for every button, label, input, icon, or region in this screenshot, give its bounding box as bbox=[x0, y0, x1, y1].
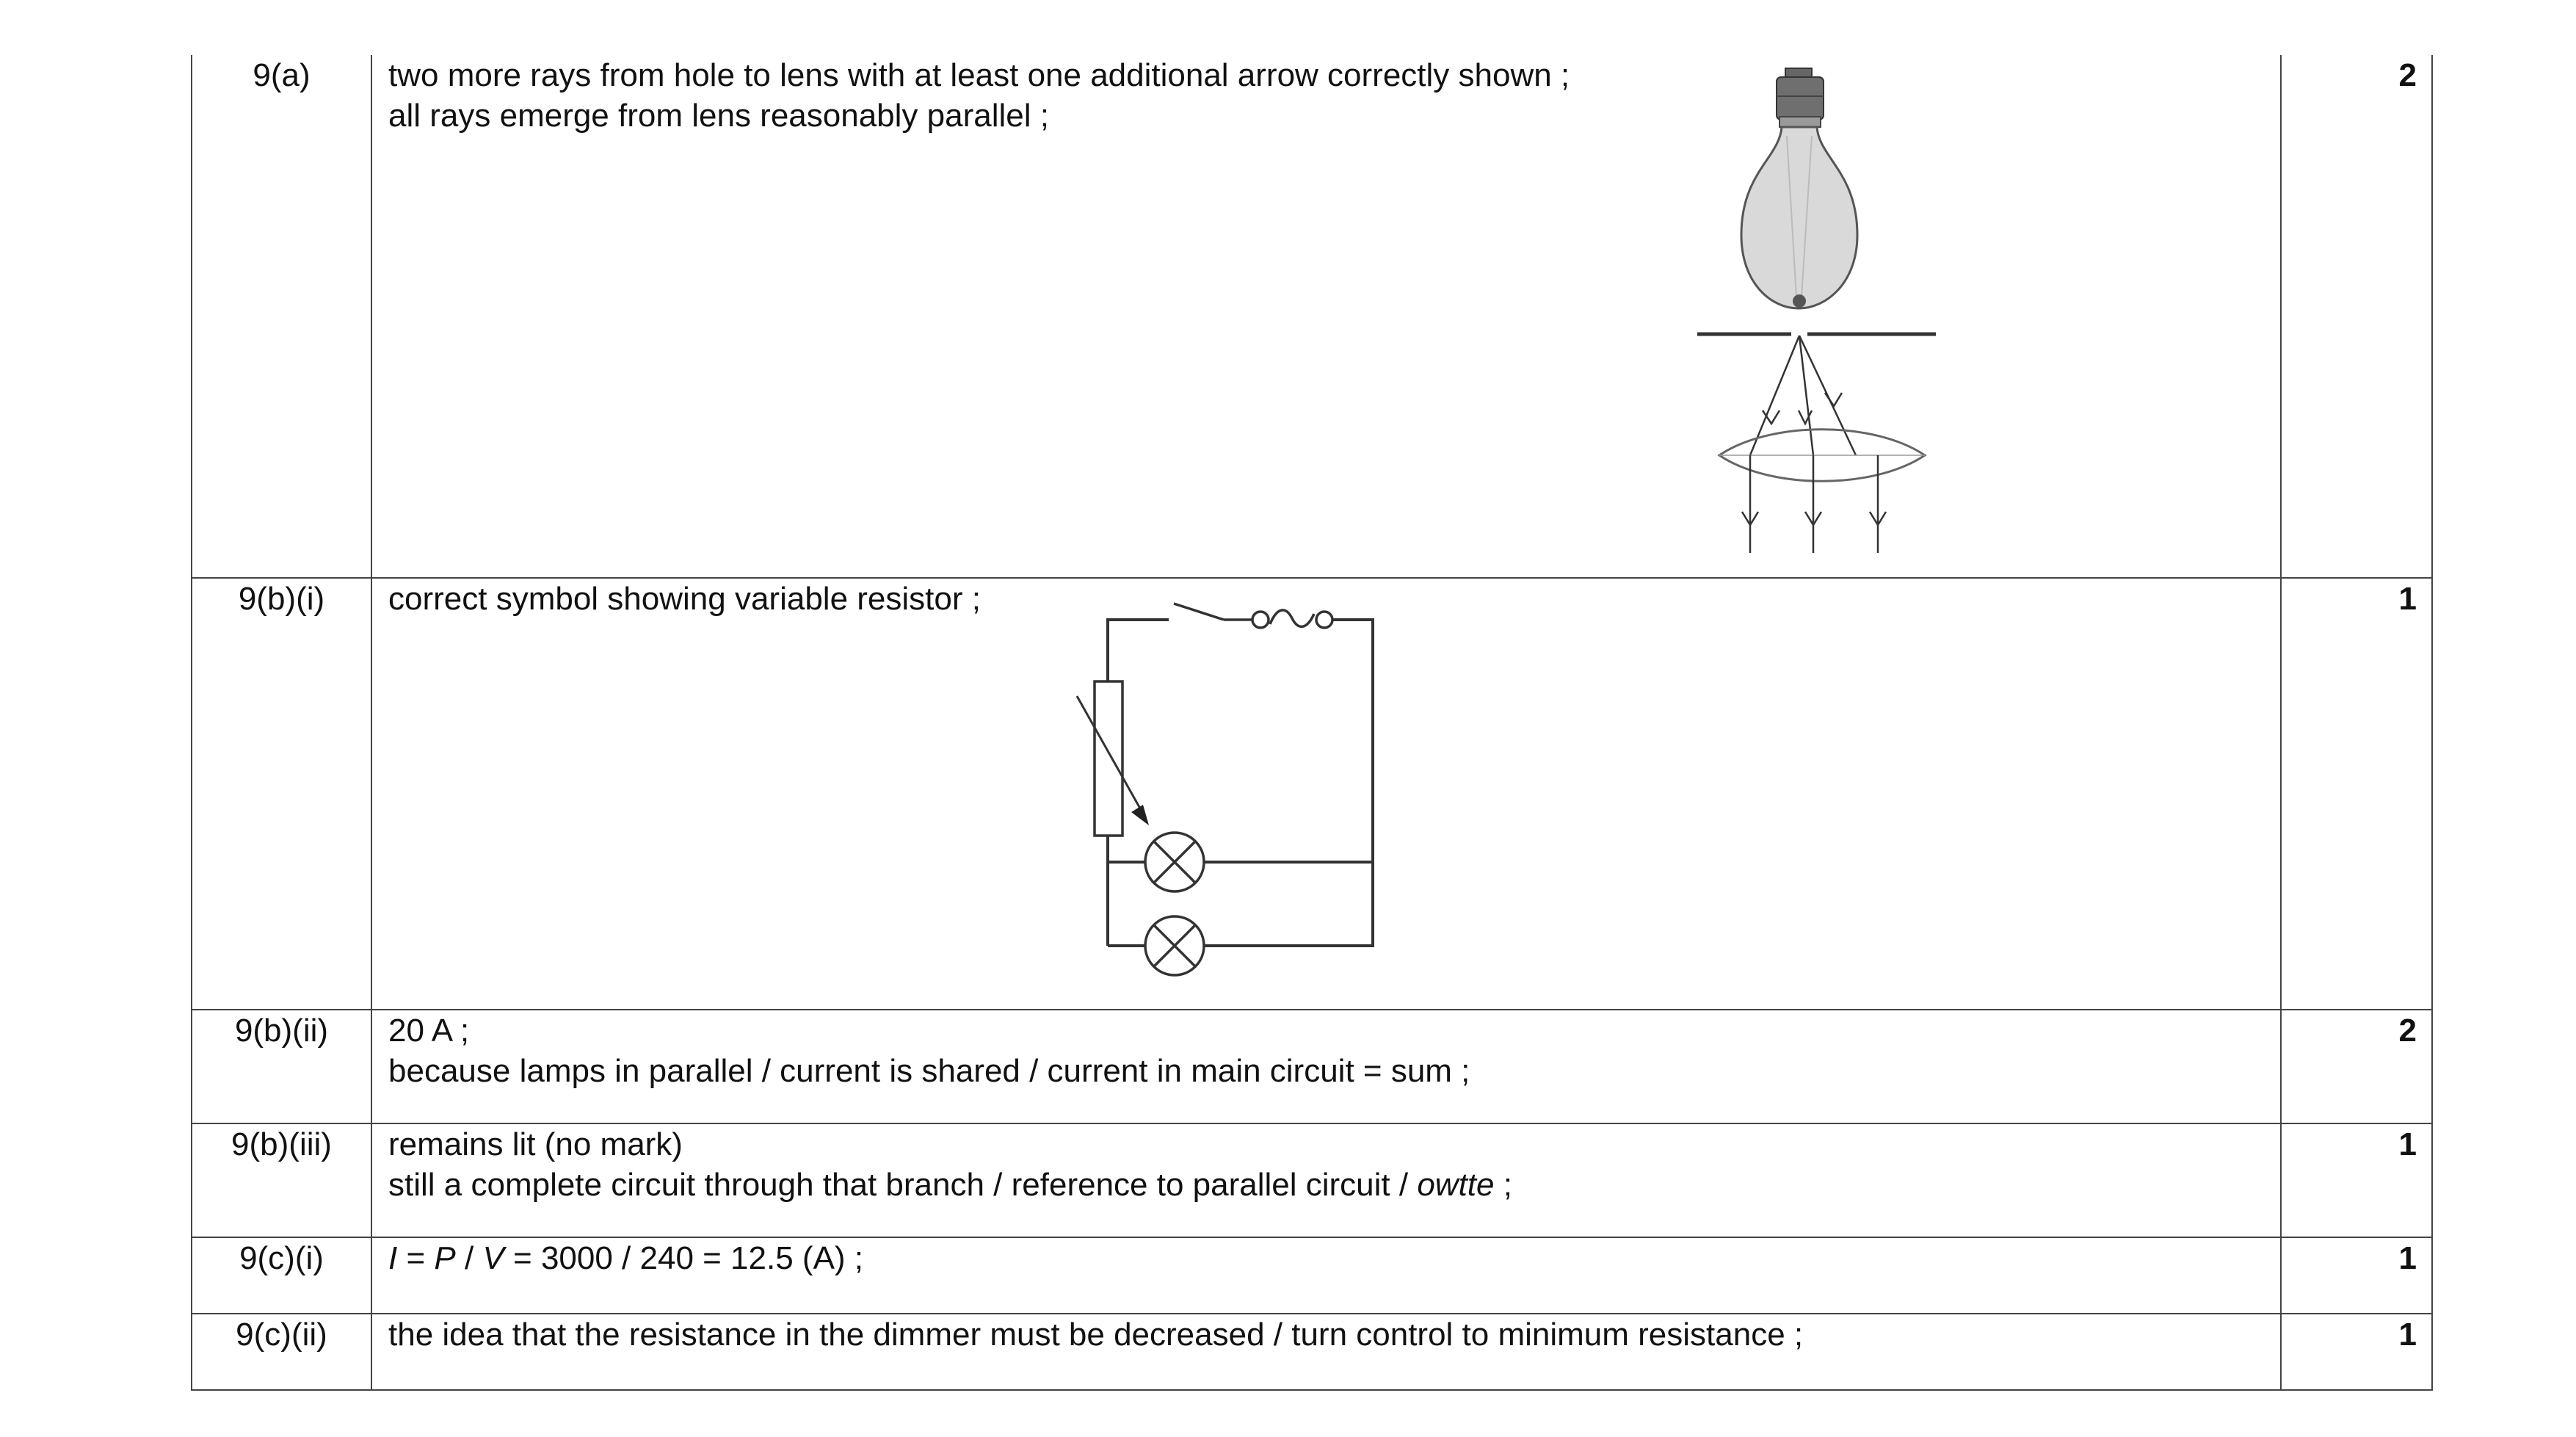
ac-supply-symbol bbox=[1270, 610, 1314, 626]
question-cell bbox=[192, 1123, 371, 1237]
equation-symbol: V bbox=[482, 1240, 504, 1276]
marks-cell bbox=[2281, 578, 2432, 1010]
table-row bbox=[192, 1314, 2432, 1390]
marks-cell bbox=[2281, 1237, 2432, 1314]
table-row bbox=[192, 55, 2432, 578]
equation-text: = bbox=[397, 1240, 435, 1276]
question-number: 9(b)(ii) bbox=[234, 1013, 329, 1049]
lamp-cap bbox=[1777, 77, 1824, 120]
answer-line: correct symbol showing variable resistor ; bbox=[388, 581, 981, 617]
marks-value: 2 bbox=[2398, 57, 2417, 93]
mark-scheme-table bbox=[191, 55, 2433, 1391]
circuit-diagram bbox=[1062, 592, 1415, 988]
answer-line: remains lit (no mark) bbox=[388, 1126, 683, 1162]
equation-line bbox=[388, 1238, 2280, 1278]
answer-cell bbox=[371, 1123, 2281, 1237]
lamp-lens-ray-diagram bbox=[1697, 62, 1976, 554]
equation-symbol: P bbox=[434, 1240, 456, 1276]
lamp-bulb bbox=[1741, 127, 1857, 308]
question-cell bbox=[192, 1010, 371, 1123]
answer-cell bbox=[371, 578, 2281, 1010]
answer-line: two more rays from hole to lens with at least one additional arrow correctly shown ; bbox=[388, 57, 1570, 93]
answer-cell bbox=[371, 1314, 2281, 1390]
marks-value: 2 bbox=[2398, 1013, 2417, 1049]
answer-text: still a complete circuit through that branch / reference to parallel circuit / bbox=[388, 1167, 1418, 1203]
marks-value: 1 bbox=[2398, 1240, 2417, 1276]
question-number: 9(c)(i) bbox=[239, 1240, 324, 1276]
table-row bbox=[192, 578, 2432, 1010]
answer-line: 20 A ; bbox=[388, 1013, 470, 1049]
question-number: 9(a) bbox=[253, 57, 311, 93]
answer-cell bbox=[371, 1237, 2281, 1314]
table-row bbox=[192, 1237, 2432, 1314]
answer-line: because lamps in parallel / current is shared / current in main circuit = sum ; bbox=[388, 1053, 1470, 1089]
table-row bbox=[192, 1010, 2432, 1123]
answer-text: ; bbox=[1494, 1167, 1512, 1203]
answer-text-italic: owtte bbox=[1417, 1167, 1495, 1203]
answer-line: all rays emerge from lens reasonably parallel ; bbox=[388, 98, 1049, 134]
equation-text: = 3000 / 240 = 12.5 (A) ; bbox=[504, 1240, 864, 1276]
table-row bbox=[192, 1123, 2432, 1237]
terminal-symbol bbox=[1316, 612, 1332, 628]
marks-cell bbox=[2281, 1123, 2432, 1237]
answer-line bbox=[388, 1165, 2280, 1205]
question-number: 9(c)(ii) bbox=[236, 1317, 327, 1353]
question-cell bbox=[192, 578, 371, 1010]
marks-value: 1 bbox=[2398, 1317, 2417, 1353]
answer-cell bbox=[371, 55, 2281, 578]
marks-cell bbox=[2281, 1314, 2432, 1390]
variable-resistor-symbol bbox=[1095, 681, 1122, 836]
light-ray bbox=[1799, 336, 1813, 455]
equation-symbol: I bbox=[388, 1240, 398, 1276]
marks-value: 1 bbox=[2398, 1126, 2417, 1162]
answer-line: the idea that the resistance in the dimmer must be decreased / turn control to minimum resistance ; bbox=[388, 1317, 1804, 1353]
switch-symbol bbox=[1174, 604, 1224, 620]
question-number: 9(b)(i) bbox=[238, 581, 325, 617]
question-cell bbox=[192, 1237, 371, 1314]
marks-cell bbox=[2281, 1010, 2432, 1123]
question-cell bbox=[192, 1314, 371, 1390]
equation-text: / bbox=[455, 1240, 483, 1276]
question-cell bbox=[192, 55, 371, 578]
marks-cell bbox=[2281, 55, 2432, 578]
marks-value: 1 bbox=[2398, 581, 2417, 617]
terminal-symbol bbox=[1252, 612, 1269, 628]
question-number: 9(b)(iii) bbox=[231, 1126, 332, 1162]
answer-cell bbox=[371, 1010, 2281, 1123]
